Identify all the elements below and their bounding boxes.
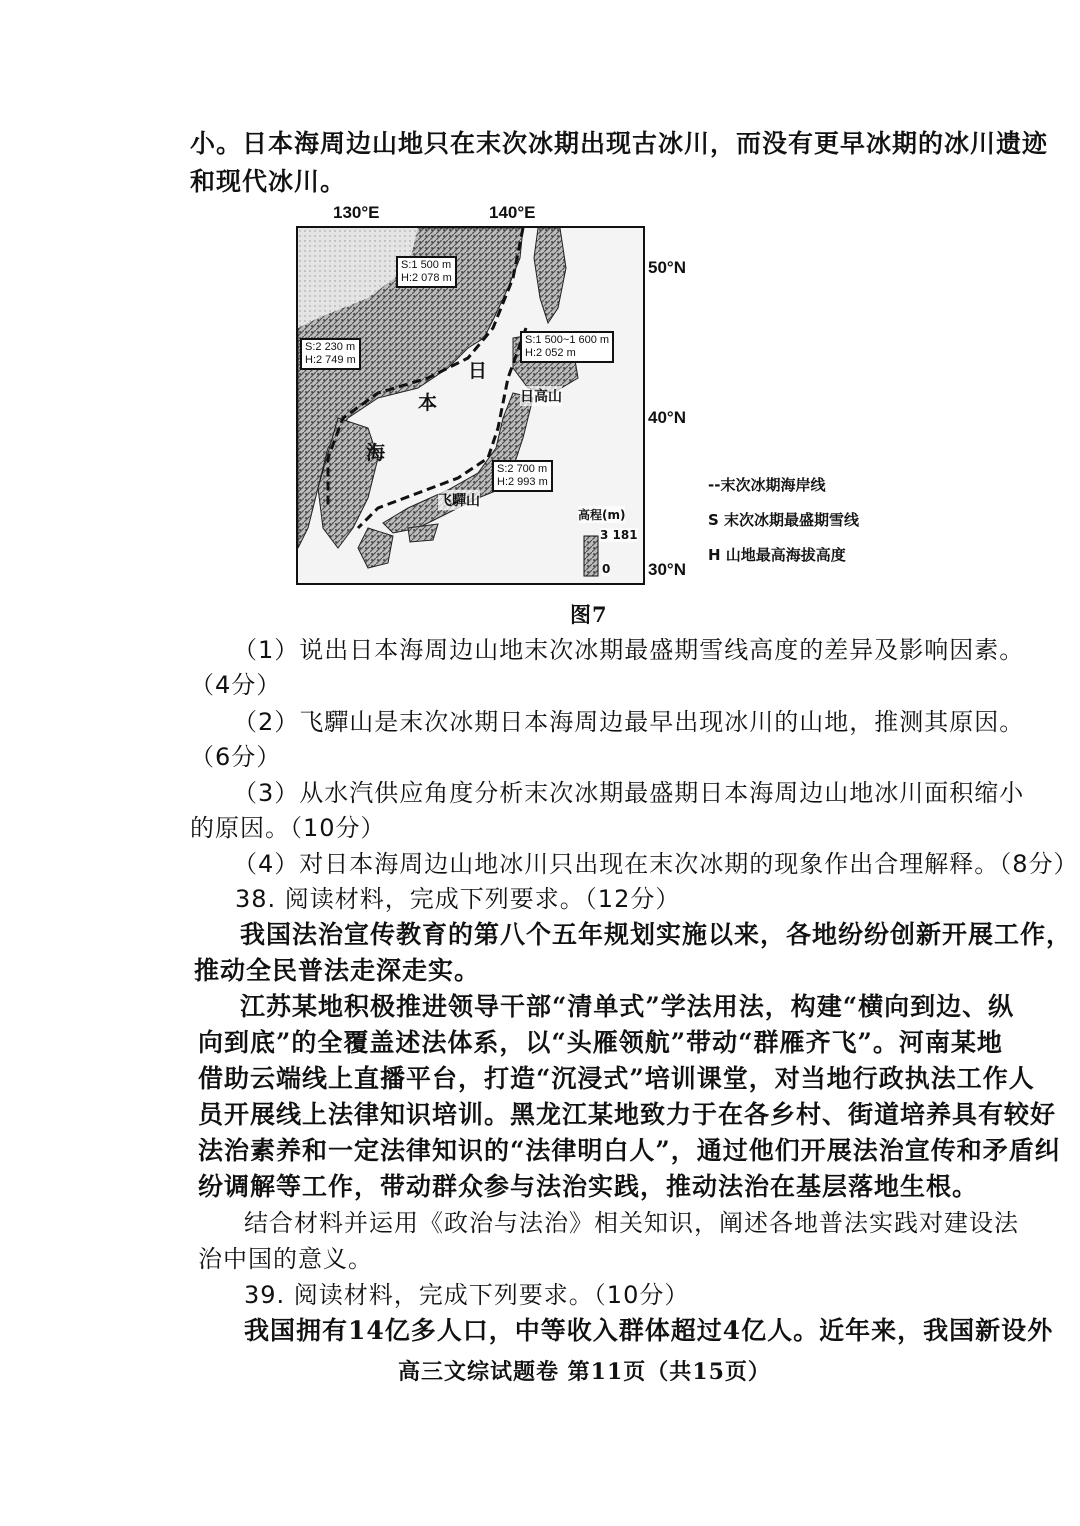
intro-line-2: 和现代冰川。 (190, 167, 347, 196)
q38-p3-line-1: 结合材料并运用《政治与法治》相关知识，阐述各地普法实践对建设法 (244, 1209, 1019, 1237)
legend-snowline: S 末次冰期最盛期雪线 (708, 511, 860, 529)
elevation-max: 3 181 (600, 528, 638, 542)
q38-p2-line-2: 向到底”的全覆盖述法体系，以“头雁领航”带动“群雁齐飞”。河南某地 (198, 1028, 1003, 1057)
sea-label-ben: 本 (418, 392, 438, 414)
q38-p2-line-5: 法治素养和一定法律知识的“法律明白人”，通过他们开展法治宣传和矛盾纠 (198, 1136, 1061, 1165)
q38-p2-line-3: 借助云端线上直播平台，打造“沉浸式”培训课堂，对当地行政执法工作人 (198, 1064, 1035, 1093)
q38-p2-line-4: 员开展线上法律知识培训。黑龙江某地致力于在各乡村、街道培养具有较好 (198, 1100, 1057, 1129)
callout-2: S:2 230 m H:2 749 m (300, 338, 361, 370)
sea-label-ri: 日 (468, 360, 488, 382)
elevation-min: 0 (602, 562, 611, 576)
q38-p3-line-2: 治中国的意义。 (198, 1245, 373, 1273)
q38-p2-line-1: 江苏某地积极推进领导干部“清单式”学法用法，构建“横向到边、纵 (240, 992, 1015, 1021)
callout-3: S:1 500~1 600 m H:2 052 m (520, 331, 614, 363)
question-3-line-2: 的原因。（10分） (190, 814, 386, 842)
q38-p1-line-2: 推动全民普法走深走实。 (194, 956, 481, 985)
figure-caption: 图7 (570, 602, 608, 627)
question-2-line-1: （2）飞驒山是末次冰期日本海周边最早出现冰川的山地，推测其原因。 (233, 708, 1025, 736)
map-panel (296, 226, 645, 585)
map-svg (298, 228, 643, 583)
legend-height: H 山地最高海拔高度 (708, 546, 846, 564)
q39-p1-line-1: 我国拥有14亿多人口，中等收入群体超过4亿人。近年来，我国新设外 (244, 1316, 1054, 1345)
callout-4: S:2 700 m H:2 993 m (492, 460, 553, 492)
place-hida: 飞驒山 (438, 490, 480, 510)
question-4-line-1: （4）对日本海周边山地冰川只出现在末次冰期的现象作出合理解释。（8分） (233, 850, 1079, 878)
lon-label-140: 140°E (489, 203, 536, 222)
page-footer: 高三文综试题卷 第11页（共15页） (398, 1359, 771, 1385)
q38-p1-line-1: 我国法治宣传教育的第八个五年规划实施以来，各地纷纷创新开展工作， (240, 920, 1073, 949)
lat-label-50: 50°N (648, 258, 686, 277)
lat-label-40: 40°N (648, 408, 686, 427)
question-3-line-1: （3）从水汽供应角度分析末次冰期最盛期日本海周边山地冰川面积缩小 (233, 779, 1025, 807)
lon-label-130: 130°E (333, 203, 380, 222)
elevation-title: 高程(m) (578, 508, 626, 522)
callout-1: S:1 500 m H:2 078 m (396, 256, 457, 288)
intro-line-1: 小。日本海周边山地只在末次冰期出现古冰川，而没有更早冰期的冰川遗迹 (190, 129, 1049, 158)
q38-p2-line-6: 纷调解等工作，带动群众参与法治实践，推动法治在基层落地生根。 (198, 1172, 979, 1201)
question-1-line-1: （1）说出日本海周边山地末次冰期最盛期雪线高度的差异及影响因素。 (233, 636, 1025, 664)
sakhalin-island (534, 228, 566, 323)
question-2-line-2: （6分） (190, 743, 282, 771)
question-39-title: 39. 阅读材料，完成下列要求。（10分） (244, 1281, 690, 1309)
sea-label-hai: 海 (366, 442, 386, 464)
place-hidaka: 日高山 (520, 386, 562, 406)
legend-coastline: --末次冰期海岸线 (708, 476, 826, 494)
question-1-line-2: （4分） (190, 671, 282, 699)
question-38-title: 38. 阅读材料，完成下列要求。（12分） (235, 885, 681, 913)
lat-label-30: 30°N (648, 560, 686, 579)
